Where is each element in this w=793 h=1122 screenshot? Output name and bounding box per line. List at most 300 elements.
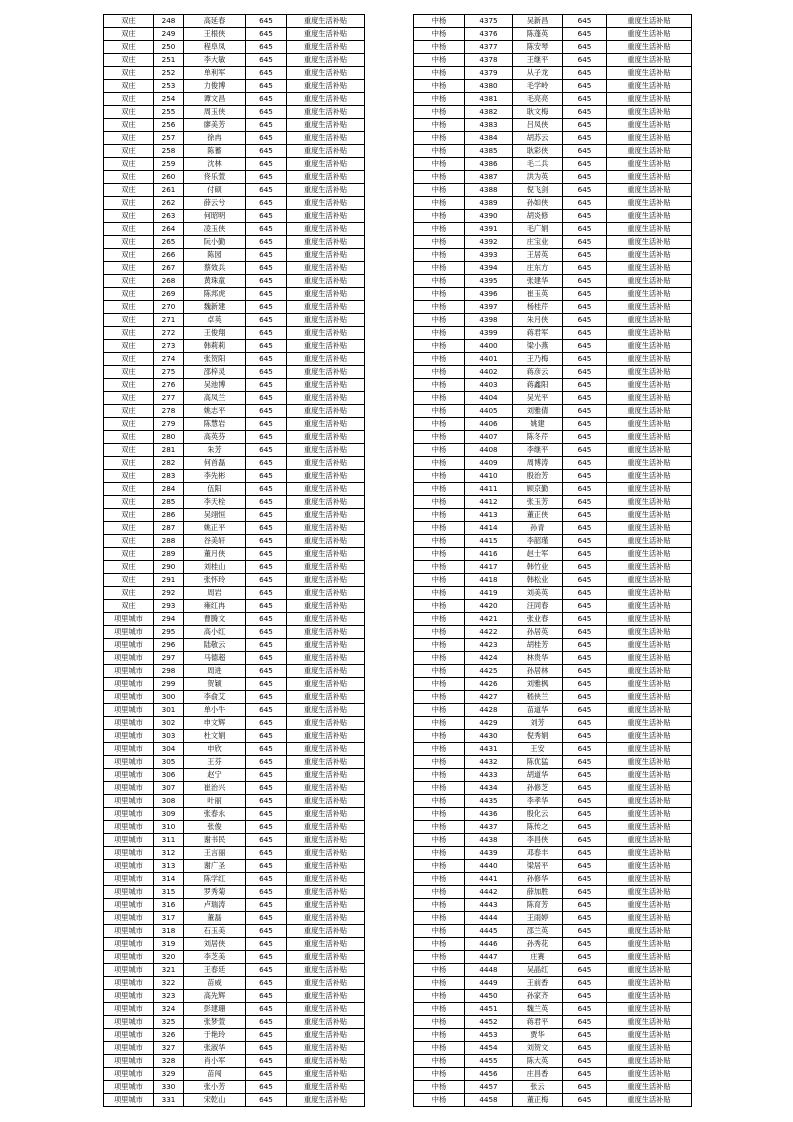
person-name-cell: 孙家齐 <box>513 990 563 1003</box>
amount-cell: 645 <box>563 496 607 509</box>
subsidy-type-cell: 重度生活补贴 <box>287 132 365 145</box>
village-cell: 项里城市 <box>104 1094 154 1107</box>
amount-cell: 645 <box>246 990 287 1003</box>
amount-cell: 645 <box>563 418 607 431</box>
village-cell: 中杨 <box>414 418 465 431</box>
village-cell: 项里城市 <box>104 1016 154 1029</box>
serial-number-cell: 285 <box>154 496 184 509</box>
amount-cell: 645 <box>246 678 287 691</box>
person-name-cell: 陈慧岩 <box>184 418 246 431</box>
subsidy-type-cell: 重度生活补贴 <box>287 626 365 639</box>
village-cell: 项里城市 <box>104 912 154 925</box>
amount-cell: 645 <box>246 483 287 496</box>
amount-cell: 645 <box>246 600 287 613</box>
person-name-cell: 庄昌香 <box>513 1068 563 1081</box>
table-row <box>104 119 365 132</box>
person-name-cell: 张梦萱 <box>184 1016 246 1029</box>
amount-cell: 645 <box>563 587 607 600</box>
subsidy-type-cell: 重度生活补贴 <box>287 652 365 665</box>
serial-number-cell: 4428 <box>465 704 513 717</box>
village-cell: 双庄 <box>104 353 154 366</box>
person-name-cell: 张怀玲 <box>184 574 246 587</box>
village-cell: 中杨 <box>414 288 465 301</box>
person-name-cell: 韩竹业 <box>513 561 563 574</box>
table-row <box>414 457 692 470</box>
village-cell: 双庄 <box>104 28 154 41</box>
subsidy-type-cell: 重度生活补贴 <box>607 132 692 145</box>
subsidy-type-cell: 重度生活补贴 <box>287 639 365 652</box>
subsidy-type-cell: 重度生活补贴 <box>607 600 692 613</box>
serial-number-cell: 4387 <box>465 171 513 184</box>
village-cell: 项里城市 <box>104 1068 154 1081</box>
table-row <box>414 847 692 860</box>
serial-number-cell: 4433 <box>465 769 513 782</box>
table-row <box>414 899 692 912</box>
table-row <box>414 691 692 704</box>
serial-number-cell: 312 <box>154 847 184 860</box>
person-name-cell: 嵇侠兰 <box>513 691 563 704</box>
person-name-cell: 顾京勤 <box>513 483 563 496</box>
person-name-cell: 叶丽 <box>184 795 246 808</box>
table-row <box>104 509 365 522</box>
person-name-cell: 谷美轩 <box>184 535 246 548</box>
subsidy-type-cell: 重度生活补贴 <box>287 808 365 821</box>
amount-cell: 645 <box>246 691 287 704</box>
village-cell: 双庄 <box>104 106 154 119</box>
table-row <box>104 496 365 509</box>
person-name-cell: 孙秀花 <box>513 938 563 951</box>
amount-cell: 645 <box>246 626 287 639</box>
village-cell: 双庄 <box>104 132 154 145</box>
amount-cell: 645 <box>563 236 607 249</box>
amount-cell: 645 <box>246 795 287 808</box>
village-cell: 中杨 <box>414 782 465 795</box>
table-row <box>104 795 365 808</box>
subsidy-type-cell: 重度生活补贴 <box>607 301 692 314</box>
village-cell: 项里城市 <box>104 925 154 938</box>
village-cell: 中杨 <box>414 808 465 821</box>
village-cell: 双庄 <box>104 574 154 587</box>
amount-cell: 645 <box>563 678 607 691</box>
person-name-cell: 高延春 <box>184 15 246 28</box>
subsidy-type-cell: 重度生活补贴 <box>287 54 365 67</box>
amount-cell: 645 <box>563 756 607 769</box>
serial-number-cell: 4458 <box>465 1094 513 1107</box>
subsidy-type-cell: 重度生活补贴 <box>287 171 365 184</box>
subsidy-type-cell: 重度生活补贴 <box>607 769 692 782</box>
person-name-cell: 胡桂芳 <box>513 639 563 652</box>
subsidy-type-cell: 重度生活补贴 <box>607 847 692 860</box>
amount-cell: 645 <box>246 873 287 886</box>
table-row <box>104 444 365 457</box>
person-name-cell: 陈蓬英 <box>513 28 563 41</box>
subsidy-type-cell: 重度生活补贴 <box>287 249 365 262</box>
serial-number-cell: 258 <box>154 145 184 158</box>
village-cell: 双庄 <box>104 483 154 496</box>
amount-cell: 645 <box>246 587 287 600</box>
subsidy-type-cell: 重度生活补贴 <box>607 262 692 275</box>
table-row <box>104 613 365 626</box>
amount-cell: 645 <box>563 548 607 561</box>
table-row <box>104 821 365 834</box>
person-name-cell: 李俞艾 <box>184 691 246 704</box>
amount-cell: 645 <box>563 1081 607 1094</box>
serial-number-cell: 4441 <box>465 873 513 886</box>
person-name-cell: 于艳玲 <box>184 1029 246 1042</box>
table-row <box>414 353 692 366</box>
serial-number-cell: 4456 <box>465 1068 513 1081</box>
subsidy-type-cell: 重度生活补贴 <box>607 1003 692 1016</box>
subsidy-type-cell: 重度生活补贴 <box>287 938 365 951</box>
serial-number-cell: 4397 <box>465 301 513 314</box>
village-cell: 中杨 <box>414 938 465 951</box>
serial-number-cell: 4434 <box>465 782 513 795</box>
table-row <box>414 1081 692 1094</box>
table-row <box>104 249 365 262</box>
subsidy-type-cell: 重度生活补贴 <box>287 678 365 691</box>
table-row <box>414 444 692 457</box>
table-row <box>414 1029 692 1042</box>
subsidy-type-cell: 重度生活补贴 <box>287 197 365 210</box>
table-row <box>104 808 365 821</box>
village-cell: 项里城市 <box>104 717 154 730</box>
subsidy-type-cell: 重度生活补贴 <box>607 80 692 93</box>
amount-cell: 645 <box>246 821 287 834</box>
person-name-cell: 毛二兵 <box>513 158 563 171</box>
serial-number-cell: 4445 <box>465 925 513 938</box>
subsidy-type-cell: 重度生活补贴 <box>287 691 365 704</box>
serial-number-cell: 4379 <box>465 67 513 80</box>
person-name-cell: 蒋鑫阳 <box>513 379 563 392</box>
person-name-cell: 王雨婷 <box>513 912 563 925</box>
village-cell: 双庄 <box>104 41 154 54</box>
amount-cell: 645 <box>563 652 607 665</box>
amount-cell: 645 <box>563 106 607 119</box>
amount-cell: 645 <box>246 184 287 197</box>
serial-number-cell: 313 <box>154 860 184 873</box>
serial-number-cell: 4384 <box>465 132 513 145</box>
subsidy-type-cell: 重度生活补贴 <box>287 210 365 223</box>
amount-cell: 645 <box>563 977 607 990</box>
person-name-cell: 周玉侠 <box>184 106 246 119</box>
person-name-cell: 庄东方 <box>513 262 563 275</box>
village-cell: 中杨 <box>414 886 465 899</box>
subsidy-type-cell: 重度生活补贴 <box>287 28 365 41</box>
subsidy-type-cell: 重度生活补贴 <box>607 249 692 262</box>
person-name-cell: 庄宝业 <box>513 236 563 249</box>
table-row <box>414 1055 692 1068</box>
person-name-cell: 周岩 <box>184 587 246 600</box>
village-cell: 中杨 <box>414 912 465 925</box>
person-name-cell: 刘贺文 <box>513 1042 563 1055</box>
village-cell: 中杨 <box>414 821 465 834</box>
person-name-cell: 申文辉 <box>184 717 246 730</box>
table-row <box>414 925 692 938</box>
person-name-cell: 王继平 <box>513 54 563 67</box>
serial-number-cell: 291 <box>154 574 184 587</box>
amount-cell: 645 <box>563 561 607 574</box>
village-cell: 项里城市 <box>104 626 154 639</box>
person-name-cell: 薛云兮 <box>184 197 246 210</box>
amount-cell: 645 <box>246 938 287 951</box>
table-row <box>104 184 365 197</box>
serial-number-cell: 269 <box>154 288 184 301</box>
serial-number-cell: 4412 <box>465 496 513 509</box>
village-cell: 中杨 <box>414 1055 465 1068</box>
person-name-cell: 陈蓄 <box>184 145 246 158</box>
subsidy-type-cell: 重度生活补贴 <box>607 691 692 704</box>
village-cell: 项里城市 <box>104 665 154 678</box>
table-row <box>414 860 692 873</box>
subsidy-type-cell: 重度生活补贴 <box>287 15 365 28</box>
subsidy-type-cell: 重度生活补贴 <box>607 496 692 509</box>
subsidy-type-cell: 重度生活补贴 <box>607 106 692 119</box>
person-name-cell: 贺颖 <box>184 678 246 691</box>
village-cell: 中杨 <box>414 444 465 457</box>
table-row <box>414 795 692 808</box>
table-row <box>414 886 692 899</box>
table-row <box>104 15 365 28</box>
serial-number-cell: 4450 <box>465 990 513 1003</box>
subsidy-type-cell: 重度生活补贴 <box>607 1081 692 1094</box>
amount-cell: 645 <box>246 847 287 860</box>
person-name-cell: 王言丽 <box>184 847 246 860</box>
person-name-cell: 姚正平 <box>184 522 246 535</box>
person-name-cell: 高先辉 <box>184 990 246 1003</box>
person-name-cell: 陈学红 <box>184 873 246 886</box>
village-cell: 双庄 <box>104 288 154 301</box>
amount-cell: 645 <box>563 93 607 106</box>
table-row <box>104 730 365 743</box>
person-name-cell: 胡炎修 <box>513 210 563 223</box>
table-row <box>104 704 365 717</box>
serial-number-cell: 273 <box>154 340 184 353</box>
subsidy-type-cell: 重度生活补贴 <box>287 80 365 93</box>
village-cell: 中杨 <box>414 626 465 639</box>
village-cell: 双庄 <box>104 496 154 509</box>
amount-cell: 645 <box>246 1029 287 1042</box>
amount-cell: 645 <box>563 158 607 171</box>
table-row <box>104 886 365 899</box>
village-cell: 项里城市 <box>104 834 154 847</box>
village-cell: 项里城市 <box>104 847 154 860</box>
serial-number-cell: 4390 <box>465 210 513 223</box>
serial-number-cell: 4375 <box>465 15 513 28</box>
subsidy-type-cell: 重度生活补贴 <box>287 665 365 678</box>
serial-number-cell: 4451 <box>465 1003 513 1016</box>
table-row <box>414 236 692 249</box>
village-cell: 中杨 <box>414 1042 465 1055</box>
table-row <box>414 80 692 93</box>
serial-number-cell: 264 <box>154 223 184 236</box>
subsidy-type-cell: 重度生活补贴 <box>287 496 365 509</box>
serial-number-cell: 274 <box>154 353 184 366</box>
amount-cell: 645 <box>246 665 287 678</box>
serial-number-cell: 4440 <box>465 860 513 873</box>
person-name-cell: 吴池博 <box>184 379 246 392</box>
amount-cell: 645 <box>246 964 287 977</box>
serial-number-cell: 281 <box>154 444 184 457</box>
amount-cell: 645 <box>563 912 607 925</box>
village-cell: 中杨 <box>414 1094 465 1107</box>
subsidy-type-cell: 重度生活补贴 <box>287 379 365 392</box>
village-cell: 中杨 <box>414 548 465 561</box>
table-row <box>414 67 692 80</box>
amount-cell: 645 <box>563 210 607 223</box>
serial-number-cell: 4415 <box>465 535 513 548</box>
table-row <box>414 392 692 405</box>
amount-cell: 645 <box>563 249 607 262</box>
subsidy-type-cell: 重度生活补贴 <box>287 288 365 301</box>
amount-cell: 645 <box>563 119 607 132</box>
amount-cell: 645 <box>563 743 607 756</box>
table-row <box>414 275 692 288</box>
serial-number-cell: 265 <box>154 236 184 249</box>
subsidy-type-cell: 重度生活补贴 <box>287 1094 365 1107</box>
person-name-cell: 李昌侠 <box>513 834 563 847</box>
table-row <box>104 483 365 496</box>
amount-cell: 645 <box>246 977 287 990</box>
person-name-cell: 申欣 <box>184 743 246 756</box>
table-row <box>104 145 365 158</box>
person-name-cell: 陆敬云 <box>184 639 246 652</box>
village-cell: 项里城市 <box>104 860 154 873</box>
serial-number-cell: 306 <box>154 769 184 782</box>
amount-cell: 645 <box>563 639 607 652</box>
amount-cell: 645 <box>246 210 287 223</box>
serial-number-cell: 317 <box>154 912 184 925</box>
table-row <box>104 314 365 327</box>
amount-cell: 645 <box>246 457 287 470</box>
subsidy-type-cell: 重度生活补贴 <box>287 743 365 756</box>
amount-cell: 645 <box>246 145 287 158</box>
amount-cell: 645 <box>246 535 287 548</box>
serial-number-cell: 4413 <box>465 509 513 522</box>
table-row <box>414 223 692 236</box>
table-row <box>414 28 692 41</box>
village-cell: 中杨 <box>414 28 465 41</box>
amount-cell: 645 <box>246 639 287 652</box>
amount-cell: 645 <box>246 41 287 54</box>
village-cell: 项里城市 <box>104 977 154 990</box>
amount-cell: 645 <box>563 821 607 834</box>
serial-number-cell: 4427 <box>465 691 513 704</box>
village-cell: 中杨 <box>414 431 465 444</box>
village-cell: 项里城市 <box>104 782 154 795</box>
person-name-cell: 吴光平 <box>513 392 563 405</box>
person-name-cell: 张俊 <box>184 821 246 834</box>
amount-cell: 645 <box>563 600 607 613</box>
amount-cell: 645 <box>563 509 607 522</box>
table-row <box>414 197 692 210</box>
table-row <box>414 990 692 1003</box>
person-name-cell: 张贺阳 <box>184 353 246 366</box>
amount-cell: 645 <box>563 197 607 210</box>
village-cell: 项里城市 <box>104 821 154 834</box>
subsidy-type-cell: 重度生活补贴 <box>287 730 365 743</box>
person-name-cell: 陈优猛 <box>513 756 563 769</box>
table-row <box>414 587 692 600</box>
table-row <box>414 54 692 67</box>
amount-cell: 645 <box>246 743 287 756</box>
person-name-cell: 殷治芳 <box>513 470 563 483</box>
amount-cell: 645 <box>246 834 287 847</box>
table-row <box>414 210 692 223</box>
subsidy-type-cell: 重度生活补贴 <box>607 353 692 366</box>
village-cell: 项里城市 <box>104 1081 154 1094</box>
serial-number-cell: 4392 <box>465 236 513 249</box>
village-cell: 中杨 <box>414 1016 465 1029</box>
table-row <box>104 561 365 574</box>
person-name-cell: 陈育芳 <box>513 899 563 912</box>
table-row <box>104 457 365 470</box>
subsidy-type-cell: 重度生活补贴 <box>607 561 692 574</box>
serial-number-cell: 256 <box>154 119 184 132</box>
person-name-cell: 肖小军 <box>184 1055 246 1068</box>
village-cell: 双庄 <box>104 145 154 158</box>
village-cell: 中杨 <box>414 496 465 509</box>
serial-number-cell: 4422 <box>465 626 513 639</box>
person-name-cell: 单小牛 <box>184 704 246 717</box>
person-name-cell: 朱月侠 <box>513 314 563 327</box>
amount-cell: 645 <box>563 1042 607 1055</box>
subsidy-type-cell: 重度生活补贴 <box>287 756 365 769</box>
table-row <box>104 1042 365 1055</box>
table-row <box>414 665 692 678</box>
serial-number-cell: 4442 <box>465 886 513 899</box>
person-name-cell: 李天栓 <box>184 496 246 509</box>
table-row <box>414 912 692 925</box>
amount-cell: 645 <box>563 483 607 496</box>
serial-number-cell: 318 <box>154 925 184 938</box>
table-row <box>414 496 692 509</box>
subsidy-type-cell: 重度生活补贴 <box>607 197 692 210</box>
village-cell: 双庄 <box>104 548 154 561</box>
subsidy-type-cell: 重度生活补贴 <box>607 158 692 171</box>
table-row <box>104 873 365 886</box>
person-name-cell: 程阜凤 <box>184 41 246 54</box>
serial-number-cell: 4438 <box>465 834 513 847</box>
amount-cell: 645 <box>246 561 287 574</box>
subsidy-type-cell: 重度生活补贴 <box>287 574 365 587</box>
person-name-cell: 力俊博 <box>184 80 246 93</box>
table-row <box>414 93 692 106</box>
table-row <box>414 379 692 392</box>
person-name-cell: 耿彩侠 <box>513 145 563 158</box>
person-name-cell: 韩松业 <box>513 574 563 587</box>
serial-number-cell: 262 <box>154 197 184 210</box>
person-name-cell: 贾华 <box>513 1029 563 1042</box>
amount-cell: 645 <box>246 171 287 184</box>
subsidy-type-cell: 重度生活补贴 <box>607 67 692 80</box>
amount-cell: 645 <box>563 691 607 704</box>
subsidy-type-cell: 重度生活补贴 <box>607 1029 692 1042</box>
person-name-cell: 殷化云 <box>513 808 563 821</box>
subsidy-type-cell: 重度生活补贴 <box>607 639 692 652</box>
table-row <box>414 639 692 652</box>
village-cell: 双庄 <box>104 418 154 431</box>
serial-number-cell: 4439 <box>465 847 513 860</box>
village-cell: 中杨 <box>414 795 465 808</box>
serial-number-cell: 4389 <box>465 197 513 210</box>
serial-number-cell: 286 <box>154 509 184 522</box>
subsidy-type-cell: 重度生活补贴 <box>607 964 692 977</box>
subsidy-type-cell: 重度生活补贴 <box>607 15 692 28</box>
village-cell: 项里城市 <box>104 1003 154 1016</box>
village-cell: 中杨 <box>414 678 465 691</box>
serial-number-cell: 4376 <box>465 28 513 41</box>
serial-number-cell: 287 <box>154 522 184 535</box>
